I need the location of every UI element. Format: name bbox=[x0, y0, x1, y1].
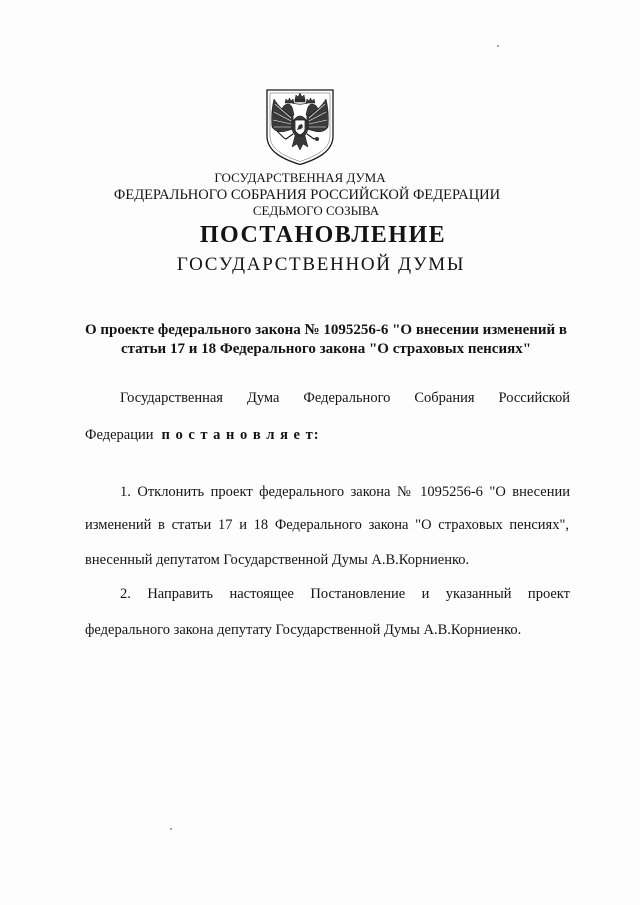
subject-line: О проекте федерального закона № 1095256-6 "О внесении изменений в bbox=[84, 322, 568, 338]
document-issuer: ГОСУДАРСТВЕННОЙ ДУМЫ bbox=[176, 254, 466, 275]
preamble-verb: п о с т а н о в л я е т: bbox=[161, 427, 320, 443]
item-1-line: 1. Отклонить проект федерального закона № 1095256-6 "О внесении bbox=[120, 484, 570, 500]
item-1-line: внесенный депутатом Государственной Думы А.В.Корниенко. bbox=[85, 552, 470, 568]
coat-of-arms-emblem bbox=[264, 87, 336, 167]
item-2-line: 2. Направить настоящее Постановление и указанный проект bbox=[120, 586, 570, 602]
header-convocation: СЕДЬМОГО СОЗЫВА bbox=[252, 203, 380, 218]
subject-line: статьи 17 и 18 Федерального закона "О страховых пенсиях" bbox=[120, 341, 532, 357]
scan-speck bbox=[497, 45, 499, 47]
preamble-prefix: Федерации bbox=[85, 427, 154, 443]
document-type-title: ПОСТАНОВЛЕНИЕ bbox=[199, 222, 447, 248]
scan-speck bbox=[170, 828, 172, 830]
orb-icon bbox=[315, 137, 319, 141]
preamble-line: Государственная Дума Федерального Собрания Российской bbox=[120, 390, 570, 406]
main-crown-base bbox=[295, 100, 305, 102]
preamble-line bbox=[85, 426, 320, 444]
item-2-line: федерального закона депутату Государственной Думы А.В.Корниенко. bbox=[85, 622, 522, 638]
item-1-line: изменений в статьи 17 и 18 Федерального закона "О страховых пенсиях", bbox=[85, 517, 569, 533]
header-assembly: ФЕДЕРАЛЬНОГО СОБРАНИЯ РОССИЙСКОЙ ФЕДЕРАЦИИ bbox=[113, 187, 501, 203]
header-chamber: ГОСУДАРСТВЕННАЯ ДУМА bbox=[214, 170, 386, 185]
